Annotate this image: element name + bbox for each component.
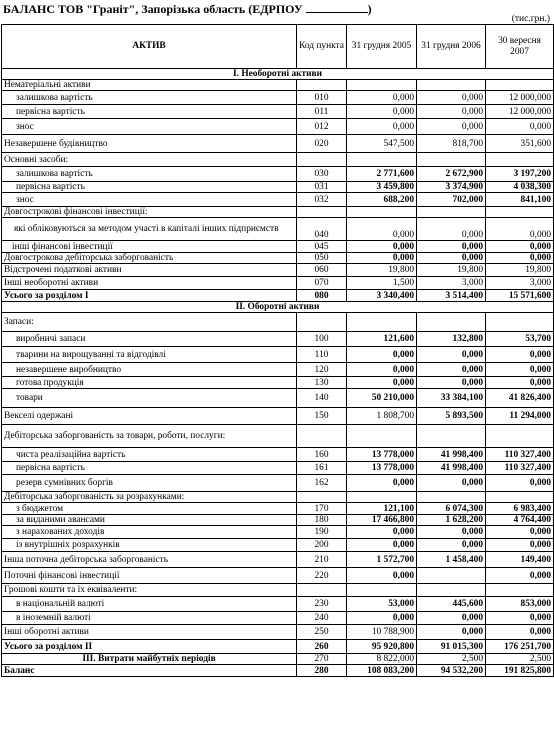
row-value-2: 2 672,900 xyxy=(417,167,486,182)
row-value-1: 1 572,700 xyxy=(347,552,417,568)
table-row xyxy=(2,526,554,539)
row-code xyxy=(297,492,347,503)
row-value-1: 10 788,900 xyxy=(347,625,417,640)
row-value-2: 3 514,400 xyxy=(417,290,486,302)
row-value-1: 547,500 xyxy=(347,135,417,153)
row-value-3: 0,000 xyxy=(486,347,554,363)
edrpou-blank-line xyxy=(306,3,368,13)
table-row xyxy=(2,408,554,425)
table-row xyxy=(2,167,554,182)
table-row xyxy=(2,193,554,207)
row-value-2 xyxy=(417,80,486,91)
row-code: 161 xyxy=(297,462,347,475)
row-code: 160 xyxy=(297,448,347,462)
row-code: 070 xyxy=(297,277,347,290)
row-value-2: 0,000 xyxy=(417,625,486,640)
row-value-3: 0,000 xyxy=(486,253,554,264)
row-code: 150 xyxy=(297,408,347,425)
document-title xyxy=(3,2,372,17)
row-label: товари xyxy=(2,389,297,408)
row-code: 010 xyxy=(297,91,347,105)
row-value-2: 1 628,200 xyxy=(417,515,486,526)
row-value-2: 94 532,200 xyxy=(417,665,486,677)
row-code xyxy=(297,207,347,218)
row-value-3 xyxy=(486,153,554,167)
row-label: Інша поточна дебіторська заборгованість xyxy=(2,552,297,568)
row-value-3: 4 038,300 xyxy=(486,182,554,193)
table-row xyxy=(2,313,554,332)
row-label: Баланс xyxy=(2,665,297,677)
row-value-1: 53,000 xyxy=(347,597,417,612)
row-label: Інші необоротні активи xyxy=(2,277,297,290)
table-row xyxy=(2,153,554,167)
table-row xyxy=(2,425,554,448)
row-label: Дебіторська заборгованість за товари, роботи, послуги: xyxy=(2,425,297,448)
row-value-1: 17 466,800 xyxy=(347,515,417,526)
table-row xyxy=(2,290,554,302)
row-code: 130 xyxy=(297,377,347,389)
row-label: незавершене виробництво xyxy=(2,363,297,377)
row-value-3: 3,000 xyxy=(486,277,554,290)
row-label: резерв сумнівних боргів xyxy=(2,475,297,492)
table-row xyxy=(2,625,554,640)
row-code: 170 xyxy=(297,503,347,515)
row-label: з бюджетом xyxy=(2,503,297,515)
row-value-2: 33 384,100 xyxy=(417,389,486,408)
row-value-3 xyxy=(486,425,554,448)
row-code: 230 xyxy=(297,597,347,612)
row-value-3: 0,000 xyxy=(486,218,554,241)
row-value-2: 0,000 xyxy=(417,475,486,492)
row-code: 120 xyxy=(297,363,347,377)
row-code: 030 xyxy=(297,167,347,182)
row-label: готова продукція xyxy=(2,377,297,389)
table-row xyxy=(2,552,554,568)
row-value-2: 0,000 xyxy=(417,241,486,253)
row-value-2: 41 998,400 xyxy=(417,448,486,462)
row-code xyxy=(297,584,347,597)
table-row xyxy=(2,135,554,153)
row-value-3: 853,000 xyxy=(486,597,554,612)
row-code: 110 xyxy=(297,347,347,363)
row-value-1: 0,000 xyxy=(347,526,417,539)
row-value-1 xyxy=(347,425,417,448)
row-value-1: 13 778,000 xyxy=(347,462,417,475)
row-code: 080 xyxy=(297,290,347,302)
row-value-1: 2 771,600 xyxy=(347,167,417,182)
row-value-1 xyxy=(347,584,417,597)
row-value-1: 13 778,000 xyxy=(347,448,417,462)
row-value-1: 121,600 xyxy=(347,332,417,347)
row-value-1: 0,000 xyxy=(347,347,417,363)
row-value-3 xyxy=(486,80,554,91)
row-label: Нематеріальні активи xyxy=(2,80,297,91)
units-label: (тис.грн.) xyxy=(511,14,550,24)
table-row xyxy=(2,515,554,526)
row-value-1: 3 459,800 xyxy=(347,182,417,193)
row-label: первісна вартість xyxy=(2,105,297,119)
row-label: в національній валюті xyxy=(2,597,297,612)
row-code: 040 xyxy=(297,218,347,241)
row-value-2: 41 998,400 xyxy=(417,462,486,475)
table-row xyxy=(2,448,554,462)
row-code: 100 xyxy=(297,332,347,347)
row-value-2: 3,000 xyxy=(417,277,486,290)
row-code: 050 xyxy=(297,253,347,264)
row-label: виробничі запаси xyxy=(2,332,297,347)
row-value-2: 6 074,300 xyxy=(417,503,486,515)
row-label: чиста реалізаційна вартість xyxy=(2,448,297,462)
row-label: Незавершене будівництво xyxy=(2,135,297,153)
section-title: ІІ. Оборотні активи xyxy=(2,302,554,313)
table-row xyxy=(2,640,554,654)
row-code: 011 xyxy=(297,105,347,119)
row-label: Дебіторська заборгованість за розрахунками: xyxy=(2,492,297,503)
row-value-2 xyxy=(417,207,486,218)
header-date-2005: 31 грудня 2005 xyxy=(347,25,417,69)
row-value-2: 19,800 xyxy=(417,264,486,277)
row-value-2: 0,000 xyxy=(417,347,486,363)
row-value-2: 702,000 xyxy=(417,193,486,207)
row-value-1: 0,000 xyxy=(347,568,417,584)
row-label: які обліковуються за методом участі в капіталі інших підприємств xyxy=(2,218,297,241)
row-value-1: 0,000 xyxy=(347,539,417,552)
row-value-2: 0,000 xyxy=(417,363,486,377)
table-row xyxy=(2,568,554,584)
row-code: 280 xyxy=(297,665,347,677)
row-value-2 xyxy=(417,584,486,597)
row-value-2 xyxy=(417,568,486,584)
row-value-3: 53,700 xyxy=(486,332,554,347)
row-value-2: 3 374,900 xyxy=(417,182,486,193)
row-value-2: 0,000 xyxy=(417,612,486,625)
row-label: інші фінансові інвестиції xyxy=(2,241,297,253)
row-value-2 xyxy=(417,425,486,448)
row-value-3: 0,000 xyxy=(486,526,554,539)
row-code: 200 xyxy=(297,539,347,552)
table-row xyxy=(2,597,554,612)
row-code: 250 xyxy=(297,625,347,640)
row-label: знос xyxy=(2,193,297,207)
section-header-row xyxy=(2,69,554,80)
row-code: 180 xyxy=(297,515,347,526)
row-value-2: 5 893,500 xyxy=(417,408,486,425)
row-label: Запаси: xyxy=(2,313,297,332)
row-value-2: 0,000 xyxy=(417,91,486,105)
row-value-3: 841,100 xyxy=(486,193,554,207)
row-label: Відстрочені податкові активи xyxy=(2,264,297,277)
table-row xyxy=(2,253,554,264)
row-code: 012 xyxy=(297,119,347,135)
row-value-2: 0,000 xyxy=(417,526,486,539)
table-row xyxy=(2,539,554,552)
row-code: 260 xyxy=(297,640,347,654)
row-label: ІІІ. Витрати майбутніх періодів xyxy=(2,654,297,665)
row-value-3: 0,000 xyxy=(486,241,554,253)
row-value-2: 1 458,400 xyxy=(417,552,486,568)
row-label: первісна вартість xyxy=(2,182,297,193)
row-value-3: 0,000 xyxy=(486,568,554,584)
row-value-3: 11 294,000 xyxy=(486,408,554,425)
row-code xyxy=(297,80,347,91)
row-value-1: 50 210,000 xyxy=(347,389,417,408)
row-value-3: 191 825,800 xyxy=(486,665,554,677)
row-value-3: 15 571,600 xyxy=(486,290,554,302)
row-code: 032 xyxy=(297,193,347,207)
table-row xyxy=(2,665,554,677)
row-label: Векселі одержані xyxy=(2,408,297,425)
row-value-1: 3 340,400 xyxy=(347,290,417,302)
header-date-2006: 31 грудня 2006 xyxy=(417,25,486,69)
header-date-2007: 30 вересня 2007 xyxy=(486,25,554,69)
row-value-3: 2,500 xyxy=(486,654,554,665)
row-code xyxy=(297,153,347,167)
table-row xyxy=(2,475,554,492)
title-text: БАЛАНС ТОВ "Граніт", Запорізька область (ЕДРПОУ xyxy=(3,2,303,16)
row-label: із внутрішніх розрахунків xyxy=(2,539,297,552)
table-row xyxy=(2,462,554,475)
table-row xyxy=(2,492,554,503)
table-row xyxy=(2,584,554,597)
row-value-2 xyxy=(417,313,486,332)
table-row xyxy=(2,80,554,91)
table-row xyxy=(2,277,554,290)
row-code: 045 xyxy=(297,241,347,253)
row-value-1: 1 808,700 xyxy=(347,408,417,425)
row-code: 020 xyxy=(297,135,347,153)
row-value-2: 132,800 xyxy=(417,332,486,347)
row-label: в іноземній валюті xyxy=(2,612,297,625)
table-row xyxy=(2,218,554,241)
row-value-2: 818,700 xyxy=(417,135,486,153)
row-value-3: 0,000 xyxy=(486,119,554,135)
row-code: 240 xyxy=(297,612,347,625)
row-value-2: 0,000 xyxy=(417,377,486,389)
table-row xyxy=(2,264,554,277)
row-value-3: 0,000 xyxy=(486,475,554,492)
row-label: Довгострокові фінансові інвестиції: xyxy=(2,207,297,218)
row-value-1: 1,500 xyxy=(347,277,417,290)
section-title: І. Необоротні активи xyxy=(2,69,554,80)
row-label: Усього за розділом І xyxy=(2,290,297,302)
header-code: Код пункта xyxy=(297,25,347,69)
row-value-1: 121,100 xyxy=(347,503,417,515)
table-row xyxy=(2,347,554,363)
row-value-1 xyxy=(347,492,417,503)
row-code: 220 xyxy=(297,568,347,584)
table-row xyxy=(2,503,554,515)
row-value-1 xyxy=(347,153,417,167)
table-header-row xyxy=(2,25,554,69)
row-label: первісна вартість xyxy=(2,462,297,475)
table-row xyxy=(2,91,554,105)
row-value-1: 8 822,000 xyxy=(347,654,417,665)
row-value-2 xyxy=(417,153,486,167)
header-actv: АКТИВ xyxy=(2,25,297,69)
row-value-3: 3 197,200 xyxy=(486,167,554,182)
row-value-3: 0,000 xyxy=(486,539,554,552)
row-code: 162 xyxy=(297,475,347,492)
table-row xyxy=(2,377,554,389)
row-value-2: 0,000 xyxy=(417,105,486,119)
row-value-2: 0,000 xyxy=(417,539,486,552)
row-value-2: 0,000 xyxy=(417,119,486,135)
row-value-1: 95 920,800 xyxy=(347,640,417,654)
row-value-2: 91 015,300 xyxy=(417,640,486,654)
row-value-1 xyxy=(347,80,417,91)
table-row xyxy=(2,119,554,135)
row-code: 210 xyxy=(297,552,347,568)
table-row xyxy=(2,654,554,665)
row-value-3: 0,000 xyxy=(486,363,554,377)
row-label: Довгострокова дебіторська заборгованість xyxy=(2,253,297,264)
balance-table xyxy=(1,24,554,677)
row-value-1 xyxy=(347,313,417,332)
row-value-3: 4 764,400 xyxy=(486,515,554,526)
table-row xyxy=(2,105,554,119)
row-value-1: 0,000 xyxy=(347,218,417,241)
row-label: залишкова вартість xyxy=(2,167,297,182)
row-value-2: 2,500 xyxy=(417,654,486,665)
row-value-1: 0,000 xyxy=(347,253,417,264)
row-value-3 xyxy=(486,584,554,597)
row-value-1: 0,000 xyxy=(347,241,417,253)
row-value-3 xyxy=(486,492,554,503)
table-body xyxy=(2,69,554,677)
row-code: 140 xyxy=(297,389,347,408)
row-value-1: 0,000 xyxy=(347,475,417,492)
row-value-3 xyxy=(486,207,554,218)
row-value-3: 351,600 xyxy=(486,135,554,153)
row-code xyxy=(297,425,347,448)
row-label: знос xyxy=(2,119,297,135)
row-value-3: 6 983,400 xyxy=(486,503,554,515)
row-value-3: 0,000 xyxy=(486,377,554,389)
row-label: з нарахованих доходів xyxy=(2,526,297,539)
row-value-1: 19,800 xyxy=(347,264,417,277)
table-row xyxy=(2,182,554,193)
table-row xyxy=(2,389,554,408)
row-value-3: 12 000,000 xyxy=(486,91,554,105)
row-code: 060 xyxy=(297,264,347,277)
row-value-2: 0,000 xyxy=(417,218,486,241)
row-value-1: 0,000 xyxy=(347,91,417,105)
row-label: Інші оборотні активи xyxy=(2,625,297,640)
row-code: 270 xyxy=(297,654,347,665)
row-label: Основні засоби: xyxy=(2,153,297,167)
row-value-3: 0,000 xyxy=(486,625,554,640)
table-row xyxy=(2,612,554,625)
row-value-3: 149,400 xyxy=(486,552,554,568)
row-value-3: 0,000 xyxy=(486,612,554,625)
row-value-1: 108 083,200 xyxy=(347,665,417,677)
row-value-1: 0,000 xyxy=(347,377,417,389)
row-label: тварини на вирощуванні та відгодівлі xyxy=(2,347,297,363)
table-row xyxy=(2,207,554,218)
row-value-3: 176 251,700 xyxy=(486,640,554,654)
section-header-row xyxy=(2,302,554,313)
row-value-1: 0,000 xyxy=(347,119,417,135)
row-value-1: 688,200 xyxy=(347,193,417,207)
row-value-3 xyxy=(486,313,554,332)
row-value-3: 19,800 xyxy=(486,264,554,277)
row-value-1: 0,000 xyxy=(347,612,417,625)
row-value-3: 110 327,400 xyxy=(486,462,554,475)
table-row xyxy=(2,332,554,347)
row-label: за виданими авансами xyxy=(2,515,297,526)
row-label: залишкова вартість xyxy=(2,91,297,105)
row-value-1 xyxy=(347,207,417,218)
row-value-3: 110 327,400 xyxy=(486,448,554,462)
row-value-2: 445,600 xyxy=(417,597,486,612)
row-value-2: 0,000 xyxy=(417,253,486,264)
row-label: Усього за розділом ІІ xyxy=(2,640,297,654)
table-row xyxy=(2,363,554,377)
row-value-3: 12 000,000 xyxy=(486,105,554,119)
row-value-1: 0,000 xyxy=(347,363,417,377)
row-code: 031 xyxy=(297,182,347,193)
row-value-2 xyxy=(417,492,486,503)
row-code xyxy=(297,313,347,332)
table-row xyxy=(2,241,554,253)
title-end: ) xyxy=(367,2,372,16)
row-label: Грошові кошти та їх еквіваленти: xyxy=(2,584,297,597)
row-code: 190 xyxy=(297,526,347,539)
row-value-3: 41 826,400 xyxy=(486,389,554,408)
row-value-1: 0,000 xyxy=(347,105,417,119)
row-label: Поточні фінансові інвестиції xyxy=(2,568,297,584)
